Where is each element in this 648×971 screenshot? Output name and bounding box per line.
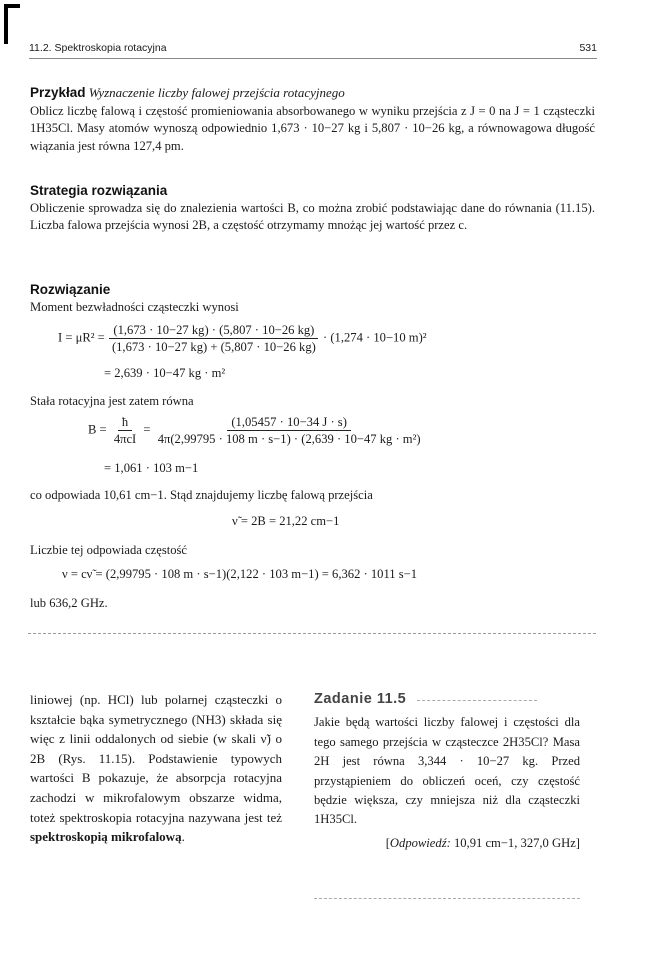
example-block [30,84,595,155]
freq-intro: Liczbie tej odpowiada częstość [30,543,188,557]
example-label: Przykład [30,85,86,100]
strategy-text: Obliczenie sprowadza się do znalezienia wartości B, co można zrobić podstawiając dane do równania (11.15). Liczba falowa przejścia wynosi 2B, a częstość otrzymamy mnożąc jej wartość przez c. [30,200,595,232]
exercise-title: Zadanie 11.5 [314,691,407,707]
eq-b-f2-numerator: (1,05457 · 10−34 J · s) [227,414,351,431]
solution-block [30,281,595,316]
strategy-block [30,182,595,235]
eq-wavenumber: ν̃ = 2B = 21,22 cm−1 [232,514,340,528]
exercise-text: Jakie będą wartości liczby falowej i częstości dla tego samego przejścia w cząsteczce 2H35Cl? Masa 2H jest równa 3,344 · 10−27 kg. Przed przystąpieniem do obliczeń oceń, czy częstość będzie większa, czy mniejsza niż dla cząsteczki 1H35Cl. [314,715,580,827]
running-head [29,42,597,54]
answer-value: 10,91 cm−1, 327,0 GHz [453,835,576,850]
eq-b-fraction-1 [110,414,140,447]
exercise-bottom-rule [314,898,580,899]
eq-frequency: ν = cν̃ = (2,99795 · 108 m · s−1)(2,122 · 103 m−1) = 6,362 · 1011 s−1 [62,567,418,581]
const-intro: Stała rotacyjna jest zatem równa [30,394,194,408]
eq-inertia-lhs: I = μR² = [58,330,105,345]
body-text-end: . [181,829,185,845]
moment-intro: Moment bezwładności cząsteczki wynosi [30,299,239,314]
eq-inertia-numerator: (1,673 · 10−27 kg) · (5,807 · 10−26 kg) [109,322,318,339]
body-text: liniowej (np. HCl) lub polarnej cząsteczki o kształcie bąka symetrycznego (NH3) składa się więc z linii oddalonych od siebie (w skali ν̃) o 2B (Rys. 11.15). Podstawienie typowych wartości B pokazuje, że absorpcja rotacyjna zachodzi w mikrofalowym obszarze widma, toteż spektroskopia rotacyjna nazywana jest też [30,692,282,825]
exercise-answer: [Odpowiedź: 10,91 cm−1, 327,0 GHz] [385,835,580,850]
eq-b-f1-denominator: 4πcI [113,432,137,446]
page-number: 531 [579,42,597,54]
equation-inertia [58,322,427,355]
eq-inertia-result: = 2,639 · 10−47 kg · m² [104,366,226,380]
eq-inertia-fraction [108,322,320,355]
equation-rotational-constant [88,414,425,447]
strategy-heading: Strategia rozwiązania [30,183,168,198]
eq-inertia-denominator: (1,673 · 10−27 kg) + (5,807 · 10−26 kg) [111,340,316,354]
exercise-box [314,690,580,853]
eq-inertia-tail: · (1,274 · 10−10 m)² [323,330,427,345]
eq-b-result: = 1,061 · 103 m−1 [104,461,199,475]
eq-b-equals: = [143,422,151,437]
wavenumber-text: co odpowiada 10,61 cm−1. Stąd znajdujemy liczbę falową przejścia [30,488,373,502]
example-title: Wyznaczenie liczby falowej przejścia rotacyjnego [88,85,345,100]
answer-label: Odpowiedź: [389,835,451,850]
solution-heading: Rozwiązanie [30,282,111,297]
header-rule [29,58,597,59]
exercise-title-rule [417,700,537,701]
eq-b-lhs: B = [88,422,107,437]
eq-b-fraction-2 [154,414,425,447]
crop-mark [4,4,20,8]
example-text: Oblicz liczbę falową i częstość promieniowania absorbowanego w wyniku przejścia z J = 0 na J = 1 cząsteczki 1H35Cl. Masy atomów wynoszą odpowiednio 1,673 · 10−27 kg i 5,807 · 10−26 kg, a równowagowa długość wiązania jest równa 127,4 pm. [30,103,595,153]
eq-b-f1-numerator: ħ [118,414,132,431]
body-text-column [30,690,282,847]
example-divider [28,633,596,634]
crop-mark [4,4,8,44]
body-term: spektroskopią mikrofalową [30,829,182,845]
section-title: 11.2. Spektroskopia rotacyjna [29,42,167,54]
or-ghz: lub 636,2 GHz. [30,596,108,610]
eq-b-f2-denominator: 4π(2,99795 · 108 m · s−1) · (2,639 · 10−47 kg · m²) [157,432,421,446]
